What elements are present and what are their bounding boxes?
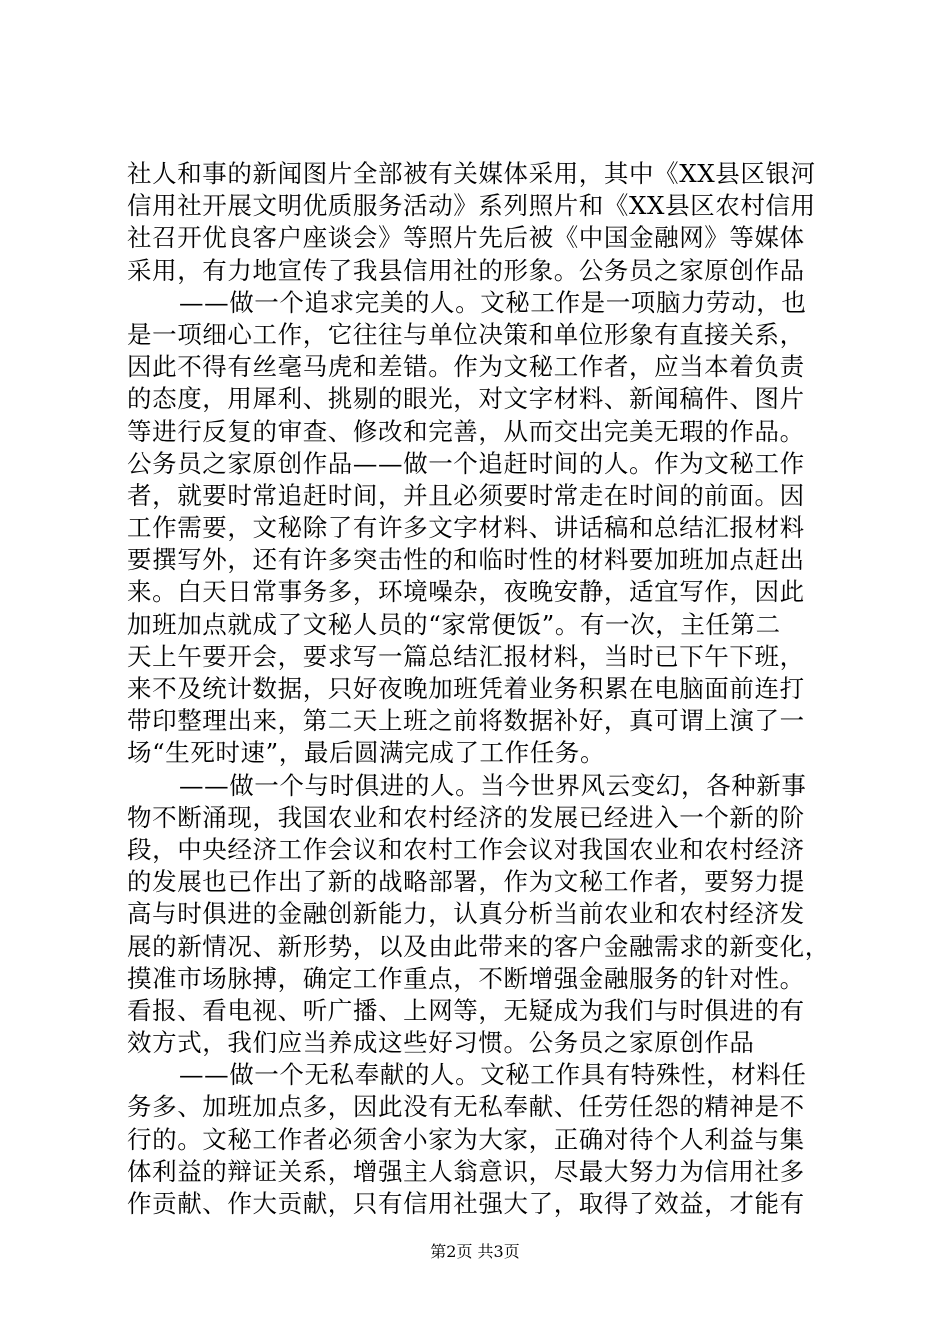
text-line: 务多、加班加点多，因此没有无私奉献、任劳任怨的精神是不 <box>127 1092 805 1122</box>
text-line: 公务员之家原创作品——做一个追赶时间的人。作为文秘工作 <box>127 448 805 478</box>
paragraph-start-line: ——做一个与时俱进的人。当今世界风云变幻，各种新事 <box>179 770 807 800</box>
text-line: 社人和事的新闻图片全部被有关媒体采用，其中《XX县区银河 <box>127 159 816 188</box>
text-line: 采用，有力地宣传了我县信用社的形象。公务员之家原创作品 <box>127 255 805 285</box>
document-body <box>127 158 830 1220</box>
text-line: 来。白天日常事务多，环境噪杂，夜晚安静，适宜写作，因此 <box>127 577 805 607</box>
page-number: 第2页 <box>430 1242 473 1261</box>
text-line: 因此不得有丝毫马虎和差错。作为文秘工作者，应当本着负责 <box>127 352 805 382</box>
text-line: 来不及统计数据，只好夜晚加班凭着业务积累在电脑面前连打 <box>127 674 805 703</box>
text-line: 的态度，用犀利、挑剔的眼光，对文字材料、新闻稿件、图片 <box>127 384 805 414</box>
text-line: 展的新情况、新形势，以及由此带来的客户金融需求的新变化， <box>127 931 830 961</box>
text-line: 高与时俱进的金融创新能力，认真分析当前农业和农村经济发 <box>127 899 805 929</box>
text-line: 加班加点就成了文秘人员的“家常便饭”。有一次，主任第二 <box>127 609 781 639</box>
text-line: 信用社开展文明优质服务活动》系列照片和《XX县区农村信用 <box>127 191 816 221</box>
paragraph-start-line: ——做一个追求完美的人。文秘工作是一项脑力劳动，也 <box>179 287 807 317</box>
text-line: 体利益的辩证关系，增强主人翁意识，尽最大努力为信用社多 <box>127 1156 805 1186</box>
text-line: 物不断涌现，我国农业和农村经济的发展已经进入一个新的阶 <box>127 802 805 832</box>
page-footer <box>0 1242 950 1262</box>
text-line: 带印整理出来，第二天上班之前将数据补好，真可谓上演了一 <box>127 706 805 736</box>
text-line: 的发展也已作出了新的战略部署，作为文秘工作者，要努力提 <box>127 867 805 897</box>
text-line: 是一项细心工作，它往往与单位决策和单位形象有直接关系， <box>127 319 805 349</box>
text-line: 行的。文秘工作者必须舍小家为大家，正确对待个人利益与集 <box>127 1124 805 1154</box>
text-line: 天上午要开会，要求写一篇总结汇报材料，当时已下午下班， <box>127 641 805 671</box>
paragraph-start-line: ——做一个无私奉献的人。文秘工作具有特殊性，材料任 <box>179 1060 807 1090</box>
page-total: 共3页 <box>477 1242 520 1261</box>
text-line: 段，中央经济工作会议和农村工作会议对我国农业和农村经济 <box>127 834 805 864</box>
text-line: 工作需要，文秘除了有许多文字材料、讲话稿和总结汇报材料 <box>127 513 805 543</box>
text-line: 要撰写外，还有许多突击性的和临时性的材料要加班加点赶出 <box>127 545 805 575</box>
text-line: 效方式，我们应当养成这些好习惯。公务员之家原创作品 <box>127 1028 755 1058</box>
text-line: 社召开优良客户座谈会》等照片先后被《中国金融网》等媒体 <box>127 223 805 253</box>
text-line: 作贡献、作大贡献，只有信用社强大了，取得了效益，才能有 <box>127 1189 805 1218</box>
text-line: 者，就要时常追赶时间，并且必须要时常走在时间的前面。因 <box>127 480 805 510</box>
text-line: 看报、看电视、听广播、上网等，无疑成为我们与时俱进的有 <box>127 995 805 1025</box>
text-line: 场“生死时速”，最后圆满完成了工作任务。 <box>127 738 606 768</box>
text-line: 等进行反复的审查、修改和完善，从而交出完美无瑕的作品。 <box>127 416 805 446</box>
text-line: 摸准市场脉搏，确定工作重点，不断增强金融服务的针对性。 <box>127 963 805 993</box>
